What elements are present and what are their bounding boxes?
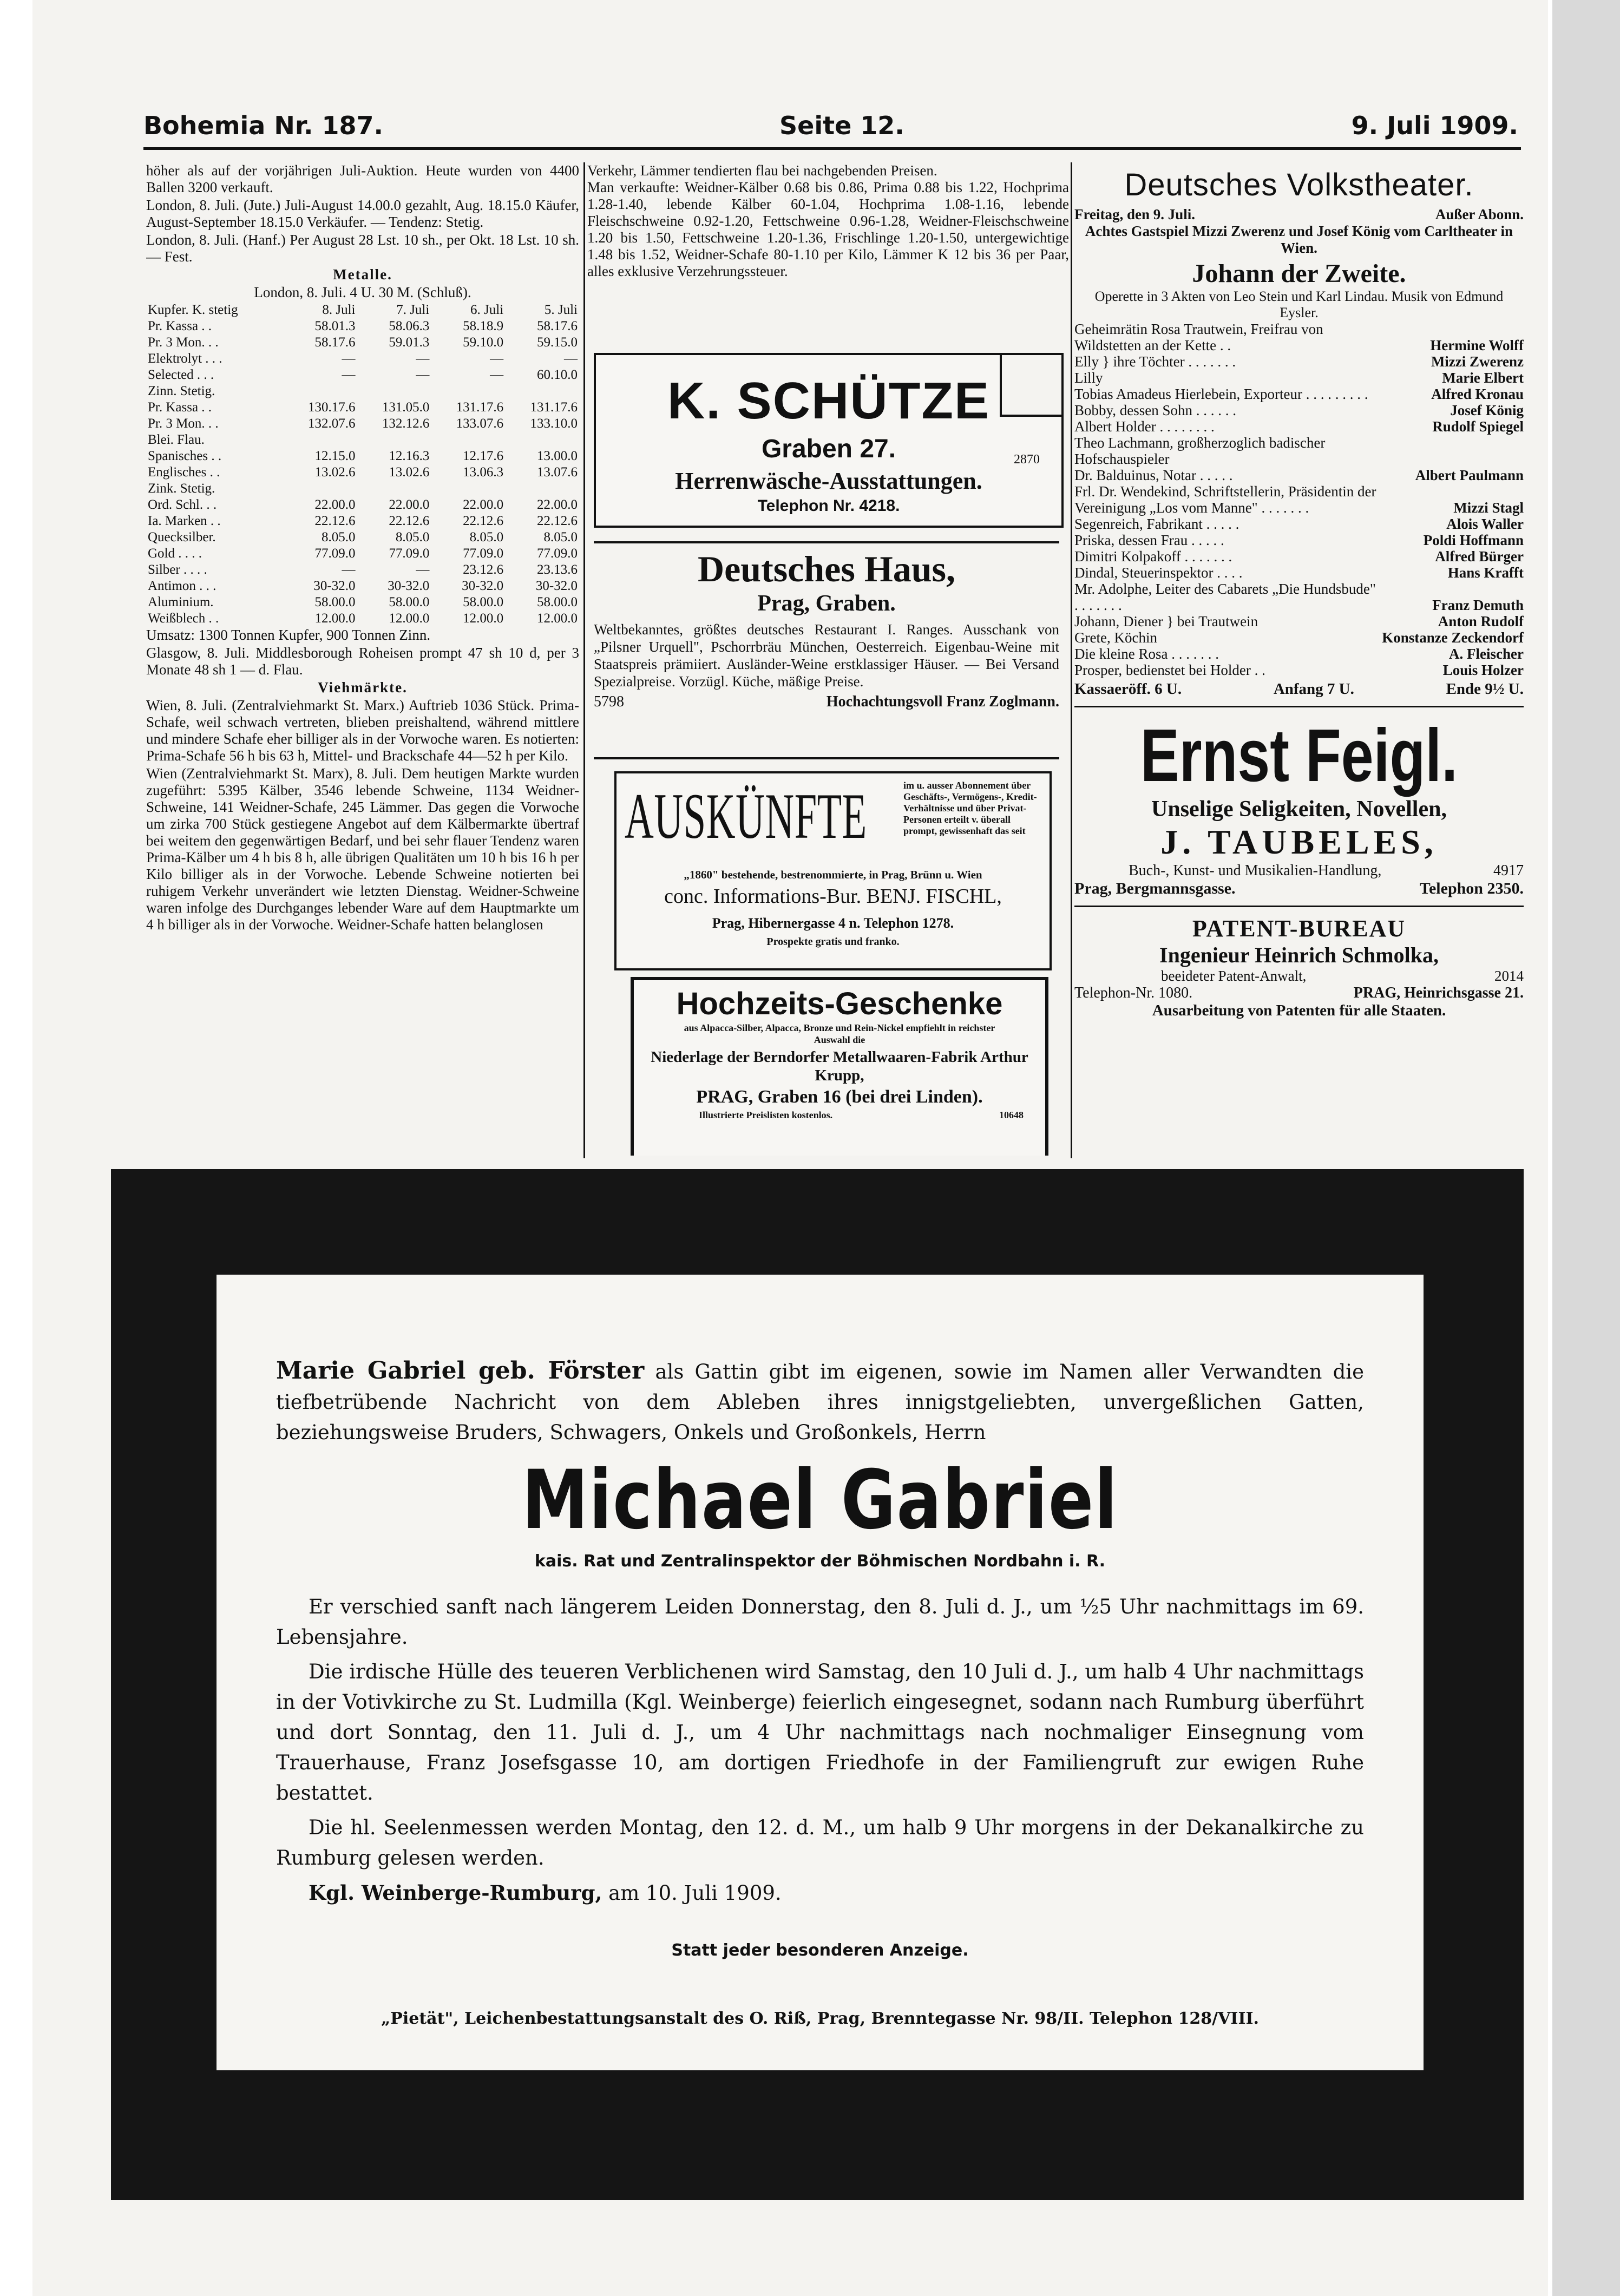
actor-name: Mizzi Stagl [1453, 500, 1524, 516]
row-label: Antimon . . . [148, 579, 217, 593]
ad-auskuenfte [614, 771, 1052, 970]
row-label: Elektrolyt . . . [148, 351, 222, 366]
notice-place: Kgl. Weinberge-Rumburg, [309, 1881, 602, 1905]
actor-name: Hans Krafft [1447, 565, 1524, 581]
cast-row [1074, 418, 1524, 435]
auskuenfte-line4: Prospekte gratis und franko. [766, 936, 900, 948]
table-row [146, 416, 579, 432]
price-cell: 58.01.3 [314, 319, 356, 333]
price-cell: 131.05.0 [382, 400, 430, 415]
role-name: Mr. Adolphe, Leiter des Cabarets „Die Hundsbude" . . . . . . . [1074, 581, 1376, 613]
notice-intro [276, 1356, 1364, 1448]
notice-intro-text: als Gattin gibt im eigenen, sowie im Namen aller Verwandten die tiefbetrübende Nachricht von dem Ableben ihres innigstgeliebten, unvergeßlichen Gatten, beziehungsweise Bruders, Schwagers, Onkels und Großonkels, Herrn [276, 1360, 1365, 1444]
price-cell: 133.07.6 [456, 416, 504, 431]
table-row [146, 513, 579, 529]
schuetze-name: K. SCHÜTZE [667, 372, 990, 430]
price-cell: 12.00.0 [389, 611, 430, 626]
row-label: Weißblech . . [148, 611, 219, 626]
table-row [146, 594, 579, 611]
header-issue: Bohemia Nr. 187. [143, 111, 383, 140]
role-name: Johann, Diener } bei Trautwein [1074, 613, 1258, 629]
taubeles-number: 4917 [1493, 862, 1524, 879]
taubeles-desc: Buch-, Kunst- und Musikalien-Handlung, [1129, 862, 1382, 879]
row-label: Ia. Marken . . [148, 514, 221, 528]
row-label: Ord. Schl. . . [148, 497, 217, 512]
role-name: Tobias Amadeus Hierlebein, Exporteur . . . . . . . . . [1074, 386, 1368, 402]
market-wien-2: Wien (Zentralviehmarkt St. Marx), 8. Juli. Dem heutigen Markte wurden zugeführt: 5395 Kälber, 3546 lebende Schweine, 1134 Weidner-Schweine, 141 Weidner-Schafe, 245 Lämmer. Das gegen die Vorwoche um zirka 700 Stück gestiegene Angebot auf dem Kälbermarkte übertraf bei weitem den gegenwärtigen Bedarf, und bei sehr flauer Tendenz waren Prima-Kälber um 4 h bis 8 h, alle übrigen Qualitäten um 10 h bis 16 h per Kilo billiger als in der Vorwoche. Lebende Schweine notierten bei ruhigem Verkehr unverändert wie letzten Dienstag. Weidner-Schweine waren infolge des Durchganges lebender Ware auf dem Hauptmarkte um 4 h billiger als in der Vorwoche. Weidner-Schafe hatten belanglosen [146, 765, 579, 933]
table-row [146, 448, 579, 464]
actor-name: A. Fleischer [1449, 646, 1524, 662]
row-label: Aluminium. [148, 595, 214, 609]
price-cell: 22.12.6 [389, 514, 430, 528]
time-kassa: Kassaeröff. 6 U. [1074, 680, 1182, 698]
header-page: Seite 12. [779, 111, 904, 140]
header-rule [143, 147, 1521, 150]
haus-place: Prag, Graben. [757, 591, 896, 616]
cast-row [1074, 516, 1524, 532]
theater-operette: Operette in 3 Akten von Leo Stein und Karl Lindau. Musik von Edmund Eysler. [1094, 288, 1504, 320]
actor-name: Josef König [1450, 402, 1524, 418]
ad-hochzeit [631, 977, 1048, 1156]
price-cell: — [342, 562, 356, 577]
hochzeit-addr: PRAG, Graben 16 (bei drei Linden). [696, 1087, 983, 1107]
auskuenfte-line2: conc. Informations-Bur. BENJ. FISCHL, [664, 885, 1002, 908]
actor-name: Konstanze Zeckendorf [1382, 629, 1524, 646]
row-label: Pr. 3 Mon. . . [148, 335, 219, 350]
role-name: Frl. Dr. Wendekind, Schriftstellerin, Präsidentin der Vereinigung „Los vom Manne" . . . . . . . [1074, 483, 1376, 516]
price-cell: 131.17.6 [456, 400, 504, 415]
actor-name: Mizzi Zwerenz [1431, 353, 1524, 370]
price-cell: 132.07.6 [307, 416, 356, 431]
price-cell [357, 383, 431, 399]
hochzeit-sub: aus Alpacca-Silber, Alpacca, Bronze und Rein-Nickel empfiehlt in reichster Auswahl die [684, 1022, 995, 1045]
auskuenfte-line3: Prag, Hibernergasse 4 n. Telephon 1278. [712, 915, 954, 931]
price-cell [283, 481, 357, 497]
cast-row [1074, 402, 1524, 418]
market-london-jute: London, 8. Juli. (Jute.) Juli-August 14.00.0 gezahlt, Aug. 18.15.0 Käufer, August-September 18.15.0 Verkäufer. — Tendenz: Stetig. [146, 197, 579, 230]
price-cell [431, 481, 505, 497]
price-cell: 22.00.0 [314, 497, 356, 512]
role-name: Dindal, Steuerinspektor . . . . [1074, 565, 1243, 581]
price-cell: 59.10.0 [463, 335, 504, 350]
role-name: Theo Lachmann, großherzoglich badischer Hofschauspieler [1074, 435, 1326, 467]
price-cell [357, 432, 431, 448]
row-label: Spanisches . . [148, 449, 222, 463]
actor-name: Alfred Kronau [1431, 386, 1524, 402]
market-glasgow: Glasgow, 8. Juli. Middlesborough Roheisen prompt 47 sh 10 d, per 3 Monate 48 sh 1 — d. Flau. [146, 645, 579, 678]
price-cell: 23.12.6 [463, 562, 504, 577]
actor-name: Anton Rudolf [1438, 613, 1524, 629]
patent-foot: Ausarbeitung von Patenten für alle Staaten. [1152, 1002, 1446, 1019]
price-cell: 30-32.0 [535, 579, 578, 593]
table-row [146, 432, 579, 448]
actor-name: Albert Paulmann [1415, 467, 1524, 483]
cast-row [1074, 662, 1524, 678]
london-metals: London, 8. Juli. 4 U. 30 M. (Schluß). [254, 284, 471, 300]
price-cell: 77.09.0 [314, 546, 356, 561]
row-label: Pr. Kassa . . [148, 319, 212, 333]
price-cell: 58.00.0 [314, 595, 356, 609]
table-row [146, 383, 579, 399]
actor-name [1382, 435, 1524, 467]
time-ende: Ende 9½ U. [1446, 680, 1524, 698]
actor-name: Alois Waller [1446, 516, 1524, 532]
row-label: Blei. Flau. [148, 432, 205, 447]
actor-name: Louis Holzer [1442, 662, 1524, 678]
price-cell: 22.00.0 [463, 497, 504, 512]
price-cell: 13.02.6 [314, 465, 356, 480]
header-cell: 6. Juli [470, 303, 504, 317]
price-cell: 13.02.6 [389, 465, 430, 480]
cast-row [1074, 483, 1524, 516]
price-cell: 58.00.0 [389, 595, 430, 609]
right-rule-2 [1074, 906, 1524, 907]
notice-p1: Er verschied sanft nach längerem Leiden Donnerstag, den 8. Juli d. J., um ½5 Uhr nachmittags im 69. Lebensjahre. [276, 1595, 1364, 1649]
cast-row [1074, 581, 1524, 613]
market-london-hanf: London, 8. Juli. (Hanf.) Per August 28 Lst. 10 sh., per Okt. 18 Lst. 10 sh. — Fest. [146, 232, 579, 265]
cast-row [1074, 435, 1524, 467]
role-name: Dimitri Kolpakoff . . . . . . . [1074, 548, 1232, 565]
price-cell [357, 481, 431, 497]
hochzeit-firm: Niederlage der Berndorfer Metallwaaren-Fabrik Arthur Krupp, [651, 1048, 1028, 1084]
price-cell: — [416, 351, 430, 366]
price-cell: 30-32.0 [388, 579, 430, 593]
price-cell: 77.09.0 [463, 546, 504, 561]
livestock-prices: Man verkaufte: Weidner-Kälber 0.68 bis 0.86, Prima 0.88 bis 1.22, Hochprima 1.28-1.40, lebende Kälber 60-1.04, Hochprima 1.08-1.16, lebende Fleischschweine 0.92-1.20, Fettschweine 0.96-1.28, Weidner-Fleischschweine 1.20 bis 1.50, Fettschweine 1.20-1.36, Frischlinge 1.20-1.50, untergewichtige 1.48 bis 1.52, Weidner-Schafe 80-1.10 per Kilo, Lämmer K 12 bis 36 per Paar, alles exklusive Verzehrungssteuer. [587, 179, 1069, 279]
price-cell: — [342, 351, 356, 366]
table-row [146, 529, 579, 546]
column-rule-2 [1071, 162, 1072, 1158]
row-label: Selected . . . [148, 368, 214, 382]
price-cell: 58.17.6 [314, 335, 356, 350]
price-cell: — [490, 351, 504, 366]
price-cell: — [490, 368, 504, 382]
price-cell: 132.12.6 [382, 416, 430, 431]
row-label: Pr. 3 Mon. . . [148, 416, 219, 431]
page-corner-graphic [1000, 355, 1061, 417]
theater-play: Johann der Zweite. [1192, 259, 1406, 288]
price-cell: 22.00.0 [537, 497, 578, 512]
table-row [146, 334, 579, 351]
cast-row [1074, 613, 1524, 629]
role-name: Prosper, bedienstet bei Holder . . [1074, 662, 1265, 678]
role-name: Geheimrätin Rosa Trautwein, Freifrau von Wildstetten an der Kette . . [1074, 321, 1323, 353]
price-cell [505, 432, 579, 448]
taubeles-tel: Telephon 2350. [1419, 880, 1524, 897]
role-name: Lilly [1074, 370, 1103, 386]
theater-title: Deutsches Volkstheater. [1124, 167, 1474, 202]
row-label: Zink. Stetig. [148, 481, 215, 496]
haus-text: Weltbekanntes, größtes deutsches Restaurant I. Ranges. Ausschank von „Pilsner Urquell", Pschorrbräu München, Oesterreich. Eigenbau-Weine mit Staatspreis prämiiert. Ausländer-Weine erstklassiger Häuser. — Bei Versand Spezialpreise. Vorzügl. Küche, mäßige Preise. [594, 621, 1059, 690]
schuetze-address: Graben 27. [761, 435, 896, 463]
hochzeit-title: Hochzeits-Geschenke [676, 986, 1003, 1021]
hochzeit-foot: Illustrierte Preislisten kostenlos. [699, 1110, 833, 1120]
price-cell: 12.00.0 [314, 611, 356, 626]
price-cell: — [416, 562, 430, 577]
header-date: 9. Juli 1909. [1351, 111, 1518, 140]
price-cell: 13.07.6 [537, 465, 578, 480]
table-row [146, 578, 579, 594]
price-cell: 8.05.0 [395, 530, 430, 545]
row-label: Quecksilber. [148, 530, 216, 545]
header-cell: 8. Juli [322, 303, 356, 317]
table-row [146, 611, 579, 627]
table-row [146, 546, 579, 562]
price-cell: 22.12.6 [314, 514, 356, 528]
price-cell [283, 432, 357, 448]
patent-addr: PRAG, Heinrichsgasse 21. [1353, 985, 1524, 1001]
cast-row [1074, 370, 1524, 386]
price-cell: 12.00.0 [537, 611, 578, 626]
theater-times [1074, 680, 1524, 698]
cast-row [1074, 646, 1524, 662]
middle-column [587, 162, 1069, 1156]
price-cell: — [564, 351, 578, 366]
time-anfang: Anfang 7 U. [1273, 680, 1354, 698]
table-row [146, 562, 579, 578]
actor-name: Marie Elbert [1442, 370, 1524, 386]
actor-name: Alfred Bürger [1435, 548, 1524, 565]
feigl-title: Ernst Feigl. [1140, 714, 1458, 797]
patent-role: beeideter Patent-Anwalt, [1161, 968, 1307, 984]
role-name: Segenreich, Fabrikant . . . . . [1074, 516, 1239, 532]
price-cell: 59.01.3 [389, 335, 430, 350]
schuetze-number: 2870 [1014, 452, 1040, 467]
price-cell: 58.00.0 [463, 595, 504, 609]
page-header [143, 111, 1518, 143]
schuetze-phone: Telephon Nr. 4218. [757, 497, 900, 515]
death-notice [217, 1275, 1424, 2070]
price-cell: 58.18.9 [463, 319, 504, 333]
table-row [146, 318, 579, 334]
price-cell: 8.05.0 [543, 530, 578, 545]
price-cell [505, 481, 579, 497]
livestock-continuation: Verkehr, Lämmer tendierten flau bei nachgebenden Preisen. [587, 162, 937, 179]
price-cell: 12.00.0 [463, 611, 504, 626]
notice-widow: Marie Gabriel geb. Förster [276, 1357, 645, 1385]
price-cell: 12.15.0 [314, 449, 356, 463]
auskuenfte-side: im u. ausser Abonnement über Geschäfts-, Vermögens-, Kredit-Verhältnisse und über Privat-Personen erteilt v. überall prompt, gewissenhaft das seit [903, 780, 1037, 836]
auskuenfte-title: AUSKÜNFTE [625, 780, 867, 852]
column-rule-1 [583, 162, 585, 1158]
price-cell [431, 432, 505, 448]
auskuenfte-line1: „1860" bestehende, bestrenommierte, in Prag, Brünn u. Wien [684, 868, 982, 881]
row-label: Silber . . . . [148, 562, 207, 577]
price-cell: 8.05.0 [321, 530, 356, 545]
table-row [146, 464, 579, 481]
notice-p2: Die irdische Hülle des teueren Verblichenen wird Samstag, den 10 Juli d. J., um halb 4 Uhr nachmittags in der Votivkirche zu St. Ludmilla (Kgl. Weinberge) feierlich eingesegnet, sodann nach Rumburg überführt und dort Sonntag, den 11. Juli d. J., um 4 Uhr nachmittags nach nochmaliger Einsegnung vom Trauerhause, Franz Josefsgasse 10, am dortigen Friedhofe in der Familiengruft zur ewigen Ruhe bestattet. [276, 1660, 1364, 1805]
notice-deceased-name: Michael Gabriel [522, 1453, 1118, 1547]
price-cell: 12.17.6 [463, 449, 504, 463]
actor-name: Poldi Hoffmann [1423, 532, 1524, 548]
role-name: Dr. Balduinus, Notar . . . . . [1074, 467, 1233, 483]
price-cell: 23.13.6 [537, 562, 578, 577]
price-cell: 58.06.3 [389, 319, 430, 333]
notice-statt: Statt jeder besonderen Anzeige. [671, 1941, 969, 1960]
theater-abonnement: Außer Abonn. [1435, 206, 1524, 222]
metals-table [146, 302, 579, 627]
price-cell: 30-32.0 [462, 579, 504, 593]
price-cell: 77.09.0 [537, 546, 578, 561]
feigl-sub: Unselige Seligkeiten, Novellen, [1151, 797, 1447, 822]
cast-row [1074, 386, 1524, 402]
right-rule-1 [1074, 706, 1524, 707]
header-cell: 5. Juli [544, 303, 578, 317]
notice-footer: „Pietät", Leichenbestattungsanstalt des O. Riß, Prag, Brenntegasse Nr. 98/II. Telephon 128/VIII. [381, 2009, 1259, 2028]
row-label: Englisches . . [148, 465, 220, 480]
hochzeit-number: 10648 [999, 1110, 1024, 1120]
cast-row [1074, 532, 1524, 548]
cast-row [1074, 629, 1524, 646]
row-label: Zinn. Stetig. [148, 384, 215, 398]
price-cell: — [416, 368, 430, 382]
cast-row [1074, 467, 1524, 483]
role-name: Albert Holder . . . . . . . . [1074, 418, 1215, 435]
haus-sign: Hochachtungsvoll Franz Zoglmann. [826, 693, 1059, 710]
notice-title: kais. Rat und Zentralinspektor der Böhmischen Nordbahn i. R. [534, 1552, 1106, 1571]
haus-title: Deutsches Haus, [697, 548, 956, 589]
market-wien-1: Wien, 8. Juli. (Zentralviehmarkt St. Marx.) Auftrieb 1036 Stück. Prima-Schafe, weil schwach vertreten, blieben preishaltend, während mittlere und mindere Schafe eher billiger als in der Vorwoche waren. Es notierten: Prima-Schafe 56 h bis 63 h, Mittel- und Brackschafe 44—52 h per Kilo. [146, 697, 579, 764]
market-umsatz: Umsatz: 1300 Tonnen Kupfer, 900 Tonnen Zinn. [146, 627, 431, 643]
notice-p3: Die hl. Seelenmessen werden Montag, den 12. d. M., um halb 9 Uhr morgens in der Dekanalkirche zu Rumburg gelesen werden. [276, 1816, 1364, 1869]
cast-row [1074, 548, 1524, 565]
role-name: Grete, Köchin [1074, 629, 1157, 646]
ad-schuetze [594, 353, 1064, 528]
ad-deutsches-haus [594, 541, 1059, 759]
actor-name: Rudolf Spiegel [1432, 418, 1524, 435]
price-cell [283, 383, 357, 399]
price-cell: 77.09.0 [389, 546, 430, 561]
table-row [146, 481, 579, 497]
schuetze-line: Herrenwäsche-Ausstattungen. [675, 468, 982, 494]
row-label: Pr. Kassa . . [148, 400, 212, 415]
actor-name: Hermine Wolff [1430, 337, 1524, 353]
price-cell: 58.00.0 [537, 595, 578, 609]
role-name: Die kleine Rosa . . . . . . . [1074, 646, 1219, 662]
price-cell: 60.10.0 [537, 368, 578, 382]
price-cell: 13.06.3 [463, 465, 504, 480]
price-cell: 12.16.3 [389, 449, 430, 463]
metals-table-header [146, 302, 579, 318]
patent-title: PATENT-BUREAU [1192, 915, 1406, 942]
price-cell: 58.17.6 [537, 319, 578, 333]
price-cell: 8.05.0 [469, 530, 504, 545]
notice-date: am 10. Juli 1909. [608, 1881, 782, 1905]
price-cell [505, 383, 579, 399]
livestock-heading: Viehmärkte. [318, 679, 408, 696]
table-row [146, 367, 579, 383]
price-cell [431, 383, 505, 399]
patent-number: 2014 [1494, 968, 1524, 984]
cast-row [1074, 565, 1524, 581]
row-label: Gold . . . . [148, 546, 202, 561]
table-row [146, 399, 579, 416]
theater-date: Freitag, den 9. Juli. [1074, 206, 1196, 222]
table-row [146, 351, 579, 367]
price-cell: 133.10.0 [530, 416, 578, 431]
cast-list [1074, 321, 1524, 678]
patent-name: Ingenieur Heinrich Schmolka, [1159, 943, 1439, 967]
role-name: Bobby, dessen Sohn . . . . . . [1074, 402, 1237, 418]
price-cell: 131.17.6 [530, 400, 578, 415]
price-cell: 13.00.0 [537, 449, 578, 463]
price-cell: 22.12.6 [463, 514, 504, 528]
market-intro: höher als auf der vorjährigen Juli-Auktion. Heute wurden von 4400 Ballen 3200 verkauft. [146, 162, 579, 195]
metals-heading: Metalle. [333, 266, 392, 283]
theater-gastspiel: Achtes Gastspiel Mizzi Zwerenz und Josef König vom Carltheater in Wien. [1085, 223, 1513, 256]
patent-tel: Telephon-Nr. 1080. [1074, 985, 1193, 1001]
market-column [146, 162, 579, 1156]
actor-name: Franz Demuth [1432, 597, 1524, 613]
table-row [146, 497, 579, 513]
header-cell: 7. Juli [396, 303, 430, 317]
price-cell: 130.17.6 [307, 400, 356, 415]
role-name: Priska, dessen Frau . . . . . [1074, 532, 1224, 548]
price-cell: 22.00.0 [389, 497, 430, 512]
cast-row [1074, 321, 1524, 353]
price-cell: 59.15.0 [537, 335, 578, 350]
taubeles-name: J. TAUBELES, [1160, 823, 1438, 861]
price-cell: 30-32.0 [313, 579, 356, 593]
scan-edge [1552, 0, 1620, 2296]
price-cell: — [342, 368, 356, 382]
role-name: Elly } ihre Töchter . . . . . . . [1074, 353, 1236, 370]
taubeles-addr: Prag, Bergmannsgasse. [1074, 880, 1236, 897]
price-cell: 22.12.6 [537, 514, 578, 528]
header-cell: Kupfer. K. stetig [148, 303, 238, 317]
cast-row [1074, 353, 1524, 370]
right-column [1074, 162, 1524, 1156]
haus-number: 5798 [594, 693, 624, 710]
